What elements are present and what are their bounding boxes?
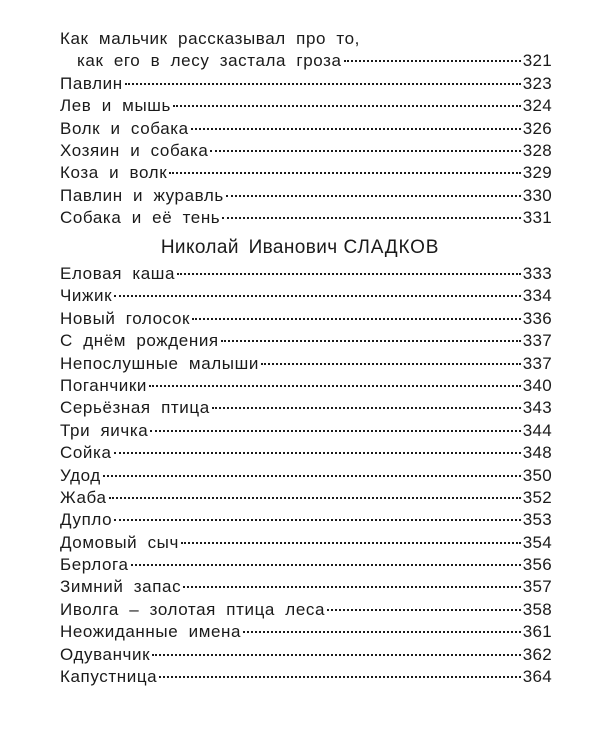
toc-entry-page: 323 [522, 73, 552, 93]
toc-entry-title: Коза и волк [60, 163, 168, 183]
toc-entry [60, 488, 552, 510]
toc-entry [60, 96, 552, 118]
dot-leader [210, 150, 520, 152]
dot-leader [261, 363, 521, 365]
toc-entry-page: 357 [522, 577, 552, 597]
toc-entry-page: 356 [522, 555, 552, 575]
toc-entry-title: Капустница [60, 667, 158, 687]
toc-entry-title: Удод [60, 465, 101, 485]
dot-leader [152, 654, 521, 656]
toc-entry [60, 141, 552, 163]
toc-entry [60, 667, 552, 689]
toc-entry-page: 364 [522, 667, 552, 687]
toc-entry-page: 358 [522, 599, 552, 619]
toc-entry [60, 51, 552, 73]
dot-leader [173, 105, 521, 107]
toc-entry-page: 324 [522, 96, 552, 116]
toc-section-1 [60, 29, 552, 231]
toc-entry-title: Серьёзная птица [60, 398, 210, 418]
author-heading [0, 237, 600, 259]
toc-entry-page: 354 [522, 532, 552, 552]
toc-entry-page: 362 [522, 644, 552, 664]
toc-entry-title: Непослушные малыши [60, 353, 259, 373]
dot-leader [181, 542, 521, 544]
toc-entry [60, 309, 552, 331]
toc-entry-page: 344 [522, 420, 552, 440]
toc-entry-title: Чижик [60, 286, 113, 306]
toc-entry-title: Жаба [60, 487, 107, 507]
dot-leader [149, 385, 521, 387]
toc-entry-page: 328 [522, 140, 552, 160]
toc-entry [60, 533, 552, 555]
toc-entry-page: 352 [522, 487, 552, 507]
dot-leader [222, 217, 520, 219]
toc-entry-title: Волк и собака [60, 118, 189, 138]
toc-entry-title: Собака и её тень [60, 208, 221, 228]
toc-entry [60, 331, 552, 353]
toc-entry-page: 337 [522, 331, 552, 351]
toc-section-2 [60, 264, 552, 689]
toc-entry [60, 119, 552, 141]
dot-leader [109, 497, 521, 499]
dot-leader [159, 676, 521, 678]
toc-entry-page: 350 [522, 465, 552, 485]
toc-entry-title: Павлин [60, 73, 123, 93]
toc-entry [60, 398, 552, 420]
toc-entry-page: 348 [522, 443, 552, 463]
toc-entry-title: Еловая каша [60, 264, 176, 283]
toc-entry-page: 337 [522, 353, 552, 373]
toc-entry-title: Домовый сыч [60, 532, 179, 552]
toc-entry-title: Павлин и журавль [60, 185, 224, 205]
author-surname: СЛАДКОВ [343, 237, 440, 258]
toc-entry-page: 333 [522, 264, 552, 283]
toc-entry-title: Иволга – золотая птица леса [60, 599, 326, 619]
toc-entry-page: 336 [522, 308, 552, 328]
dot-leader [183, 586, 521, 588]
toc-entry-title: Одуванчик [60, 644, 151, 664]
toc-entry-title: Три яичка [60, 420, 149, 440]
dot-leader [344, 60, 521, 62]
toc-entry-title: Хозяин и собака [60, 140, 209, 160]
toc-entry-title: Новый голосок [60, 308, 191, 328]
toc-entry-page: 334 [522, 286, 552, 306]
toc-entry [60, 354, 552, 376]
toc-entry [60, 510, 552, 532]
toc-entry [60, 600, 552, 622]
dot-leader [125, 83, 521, 85]
dot-leader [192, 318, 521, 320]
toc-entry [60, 622, 552, 644]
toc-entry [60, 376, 552, 398]
toc-entry [60, 443, 552, 465]
toc-entry-title: Лев и мышь [60, 96, 171, 116]
toc-entry-title: Берлога [60, 555, 129, 575]
dot-leader [327, 609, 521, 611]
dot-leader [191, 128, 521, 130]
toc-entry-page: 329 [522, 163, 552, 183]
toc-entry [60, 186, 552, 208]
dot-leader [212, 407, 521, 409]
dot-leader [150, 430, 520, 432]
toc-entry-page: 340 [522, 375, 552, 395]
toc-entry-page: 326 [522, 118, 552, 138]
toc-entry-page: 361 [522, 622, 552, 642]
toc-entry-page: 331 [522, 208, 552, 228]
dot-leader [226, 195, 521, 197]
toc-entry [60, 577, 552, 599]
dot-leader [114, 452, 521, 454]
dot-leader [131, 564, 521, 566]
toc-entry-title: С днём рождения [60, 331, 219, 351]
dot-leader [221, 340, 521, 342]
dot-leader [103, 475, 521, 477]
toc-entry-title: Дупло [60, 510, 113, 530]
toc-entry [60, 264, 552, 286]
toc-entry [60, 163, 552, 185]
toc-entry-title: Поганчики [60, 375, 148, 395]
toc-entry-page: 343 [522, 398, 552, 418]
toc-entry-page: 321 [522, 51, 552, 71]
toc-entry-page: 353 [522, 510, 552, 530]
toc-entry [60, 74, 552, 96]
dot-leader [114, 295, 521, 297]
dot-leader [114, 519, 521, 521]
toc-entry [60, 208, 552, 230]
toc-entry-page: 330 [522, 185, 552, 205]
toc-entry-title: Неожиданные имена [60, 622, 242, 642]
toc-entry [60, 466, 552, 488]
author-name: Николай Иванович [160, 237, 338, 258]
dot-leader [169, 172, 520, 174]
dot-leader [177, 273, 521, 275]
toc-entry-title: Сойка [60, 443, 112, 463]
toc-entry-title: Зимний запас [60, 577, 182, 597]
toc-entry [60, 421, 552, 443]
toc-entry [60, 645, 552, 667]
toc-entry-title-line1: Как мальчик рассказывал про то, [60, 29, 360, 48]
toc-entry [60, 286, 552, 308]
toc-entry [60, 29, 552, 51]
dot-leader [243, 631, 521, 633]
toc-entry-title-line2: как его в лесу застала гроза [77, 51, 342, 71]
toc-entry [60, 555, 552, 577]
